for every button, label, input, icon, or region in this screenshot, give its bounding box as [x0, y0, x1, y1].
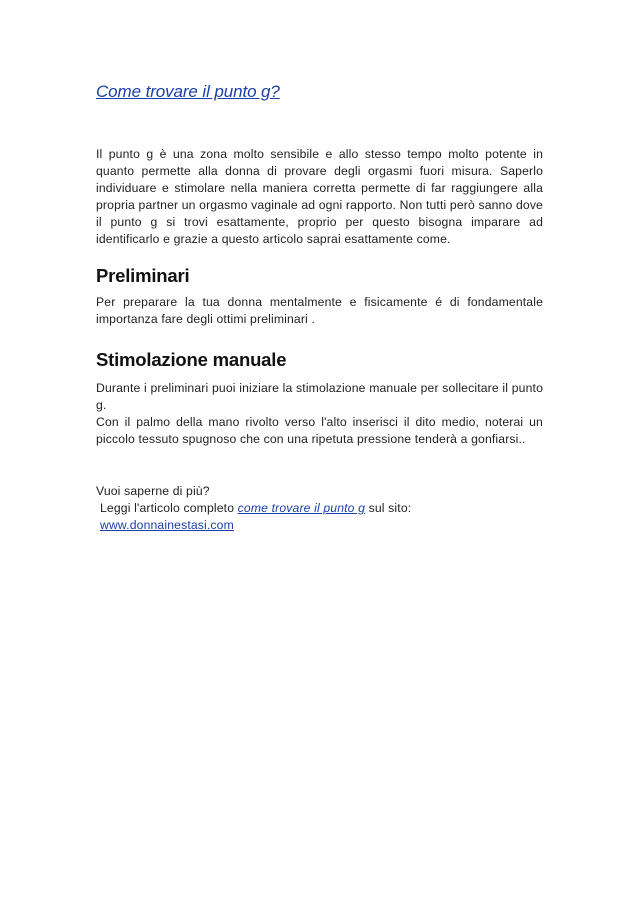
site-link[interactable]: www.donnainestasi.com [100, 518, 234, 532]
stimolazione-paragraph-1: Durante i preliminari puoi iniziare la stimolazione manuale per sollecitare il punto g. [96, 381, 543, 412]
footer-site-line [100, 517, 234, 534]
article-link[interactable]: come trovare il punto g [237, 501, 366, 515]
footer-read-suffix: sul sito: [365, 501, 412, 515]
intro-paragraph: Il punto g è una zona molto sensibile e allo stesso tempo molto potente in quanto permette alla donna di provare degli orgasmi fuori misura. Saperlo individuare e stimolare nella maniera corretta permette di far raggiungere alla propria partner un orgasmo vaginale ad ogni rapporto. Non tutti però sanno dove il punto g si trovi esattamente, proprio per questo bisogna imparare ad identificarlo e grazie a questo articolo saprai esattamente come. [96, 147, 543, 246]
footer-read-prefix: Leggi l'articolo completo [100, 501, 238, 515]
footer-read-line [100, 500, 411, 517]
section-heading-preliminari: Preliminari [96, 265, 190, 286]
section-heading-stimolazione: Stimolazione manuale [96, 349, 287, 370]
preliminari-paragraph: Per preparare la tua donna mentalmente e fisicamente é di fondamentale importanza fare degli ottimi preliminari . [96, 295, 543, 326]
article-title-link[interactable]: Come trovare il punto g? [96, 82, 280, 101]
stimolazione-paragraph-2: Con il palmo della mano rivolto verso l'alto inserisci il dito medio, noterai un piccolo tessuto spugnoso che con una ripetuta pressione tenderà a gonfiarsi.. [96, 415, 543, 446]
footer-question: Vuoi saperne di più? [96, 484, 210, 498]
